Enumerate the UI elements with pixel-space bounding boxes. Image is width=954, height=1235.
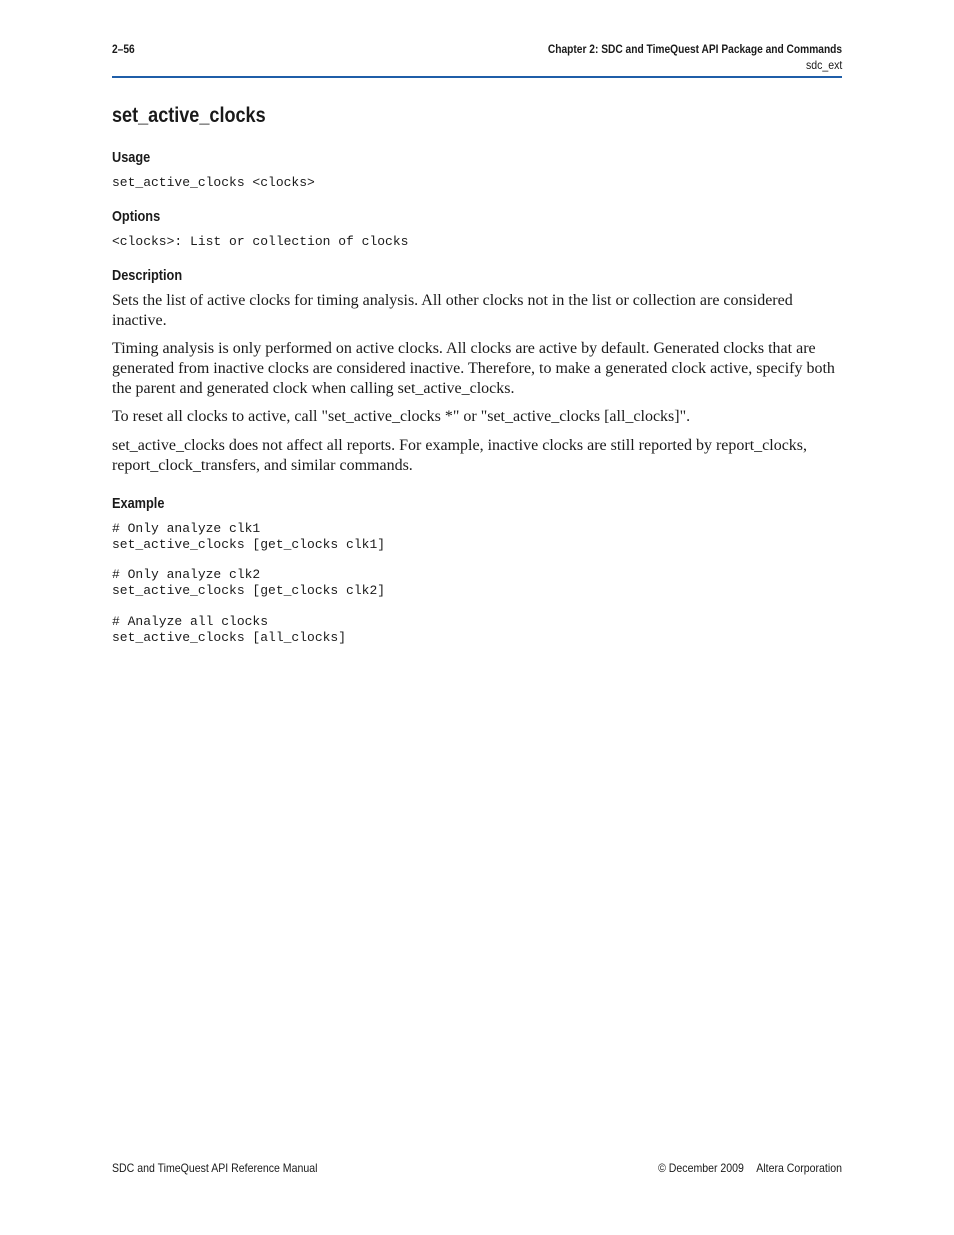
example-code-line: set_active_clocks [get_clocks clk1] (112, 537, 386, 552)
footer-date: © December 2009 (658, 1161, 744, 1175)
section-tag: sdc_ext (805, 58, 842, 72)
options-code: <clocks>: List or collection of clocks (112, 234, 409, 249)
example-code-line: # Only analyze clk1 (112, 521, 261, 536)
description-paragraph: Sets the list of active clocks for timing analysis. All other clocks not in the list or collection are considered inactive. (112, 292, 793, 329)
header-rule (112, 76, 842, 78)
usage-heading: Usage (112, 149, 151, 166)
usage-code: set_active_clocks <clocks> (112, 175, 315, 190)
example-heading: Example (112, 495, 165, 512)
footer-copyright (658, 1161, 842, 1175)
document-page (112, 0, 842, 1235)
description-paragraph: set_active_clocks does not affect all reports. For example, inactive clocks are still reported by report_clocks, report_clock_transfers, and similar commands. (112, 437, 808, 474)
command-title: set_active_clocks (112, 104, 266, 127)
example-code-line: set_active_clocks [get_clocks clk2] (112, 583, 386, 598)
description-paragraph: Timing analysis is only performed on active clocks. All clocks are active by default. Generated clocks that are generated from inactive clocks are considered inactive. Therefore, to make a generated clock active, specify both the parent and generated clock when calling set_active_clocks. (112, 340, 835, 397)
description-paragraph: To reset all clocks to active, call "set_active_clocks *" or "set_active_clocks [all_clocks]". (112, 408, 691, 425)
page-header (112, 42, 842, 78)
footer-company: Altera Corporation (756, 1161, 842, 1175)
description-heading: Description (112, 267, 183, 284)
footer-manual-title: SDC and TimeQuest API Reference Manual (112, 1161, 318, 1175)
chapter-title: Chapter 2: SDC and TimeQuest API Package and Commands (547, 42, 842, 56)
example-code-line: set_active_clocks [all_clocks] (112, 630, 347, 645)
options-heading: Options (112, 208, 161, 225)
example-code-line: # Only analyze clk2 (112, 567, 261, 582)
page-number: 2–56 (112, 42, 135, 56)
example-code-line: # Analyze all clocks (112, 614, 269, 629)
